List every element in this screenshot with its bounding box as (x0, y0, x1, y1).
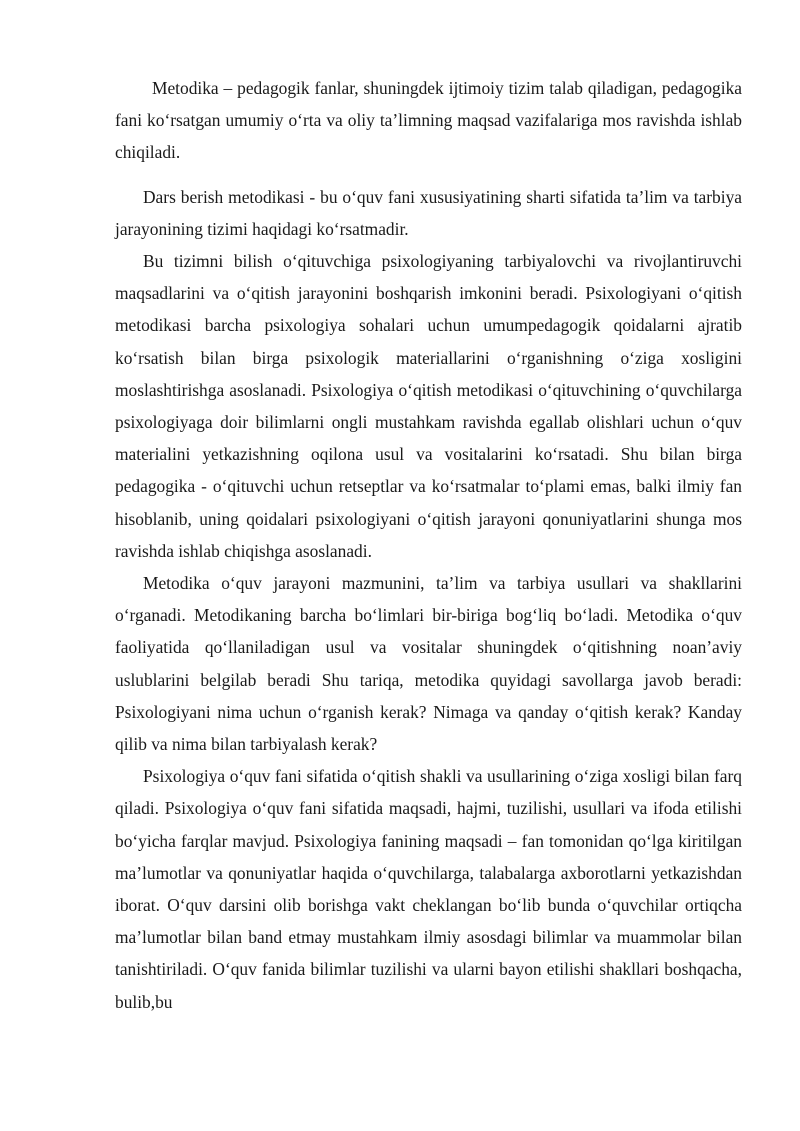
document-page (115, 72, 742, 1018)
paragraph-system-knowledge: Bu tizimni bilish o‘qituvchiga psixologiyaning tarbiyalovchi va rivojlantiruvchi maqsadlarini va o‘qitish jarayonini boshqarish imkonini beradi. Psixologiyani o‘qitish metodikasi barcha psixologiya sohalari uchun umumpedagogik qoidalarni ajratib ko‘rsatish bilan birga psixologik materiallarini o‘rganishning o‘ziga xosligini moslashtirishga asoslanadi. Psixologiya o‘qitish metodikasi o‘qituvchining o‘quvchilarga psixologiyaga doir bilimlarni ongli mustahkam ravishda egallab olishlari uchun o‘quv materialini yetkazishning oqilona usul va vositalarini ko‘rsatadi. Shu bilan birga pedagogika - o‘qituvchi uchun retseptlar va ko‘rsatmalar to‘plami emas, balki ilmiy fan hisoblanib, uning qoidalari psixologiyani o‘qitish jarayoni qonuniyatlarini shunga mos ravishda ishlab chiqishga asoslanadi. (115, 251, 742, 561)
paragraph-psychology-subject: Psixologiya o‘quv fani sifatida o‘qitish shakli va usullarining o‘ziga xosligi bilan farq qiladi. Psixologiya o‘quv fani sifatida maqsadi, hajmi, tuzilishi, usullari va ifoda etilishi bo‘yicha farqlar mavjud. Psixologiya fanining maqsadi – fan tomonidan qo‘lga kiritilgan ma’lumotlar va qonuniyatlar haqida o‘quvchilarga, talabalarga axborotlarni yetkazishdan iborat. O‘quv darsini olib borishga vakt cheklangan bo‘lib bunda o‘quvchilar ortiqcha ma’lumotlar bilan band etmay mustahkam ilmiy asosdagi bilimlar va muammolar bilan tanishtiriladi. O‘quv fanida bilimlar tuzilishi va ularni bayon etilishi shakllari boshqacha, bulib,bu (115, 766, 742, 1012)
paragraph-methodology-definition: Metodika – pedagogik fanlar, shuningdek ijtimoiy tizim talab qiladigan, pedagogika fani ko‘rsatgan umumiy o‘rta va oliy ta’limning maqsad vazifalariga mos ravishda ishlab chiqiladi. (115, 78, 742, 163)
paragraph-methodology-content: Metodika o‘quv jarayoni mazmunini, ta’lim va tarbiya usullari va shakllarini o‘rganadi. Metodikaning barcha bo‘limlari bir-biriga bog‘liq bo‘ladi. Metodika o‘quv faoliyatida qo‘llaniladigan usul va vositalar shuningdek o‘qitishning noan’aviy uslublarini belgilab beradi Shu tariqa, metodika quyidagi savollarga javob beradi: Psixologiyani nima uchun o‘rganish kerak? Nimaga va qanday o‘qitish kerak? Kanday qilib va nima bilan tarbiyalash kerak? (115, 573, 742, 755)
paragraph-teaching-methodology: Dars berish metodikasi - bu o‘quv fani xususiyatining sharti sifatida ta’lim va tarbiya jarayonining tizimi haqidagi ko‘rsatmadir. (115, 186, 742, 239)
